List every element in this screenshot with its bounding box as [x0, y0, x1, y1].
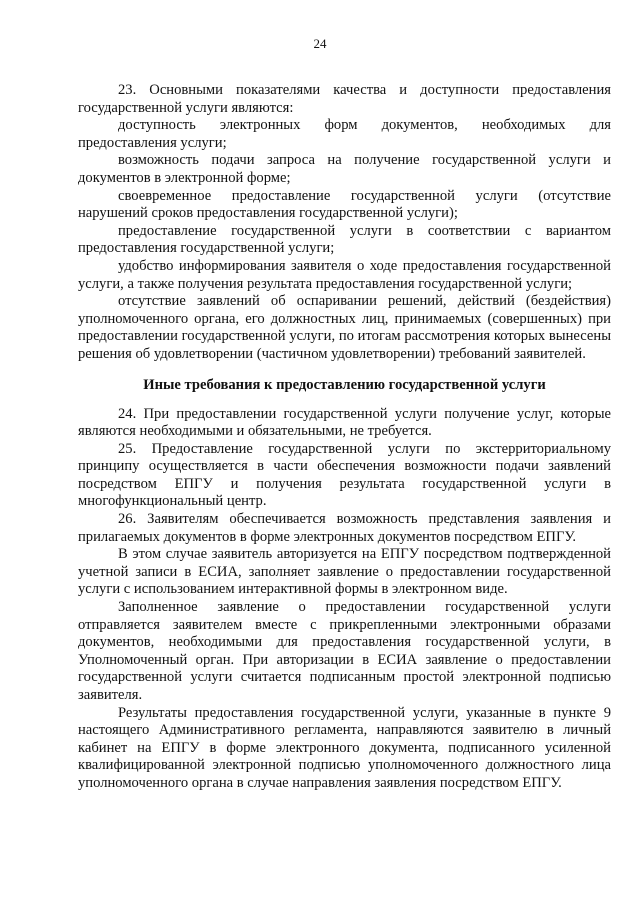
paragraph-26: 26. Заявителям обеспечивается возможность представления заявления и прилагаемых документов в форме электронных документов посредством ЕПГУ.: [78, 511, 611, 545]
list-item-electronic-forms: доступность электронных форм документов, необходимых для предоставления услуги;: [78, 117, 611, 151]
list-item-informing-convenience: удобство информирования заявителя о ходе предоставления государственной услуги, а также получения результата предоставления государственной услуги;: [78, 257, 611, 292]
list-item-no-appeals: отсутствие заявлений об оспаривании решений, действий (бездействия) уполномоченного органа, его должностных лиц, принимаемых (совершенных) при предоставлении государственной услуги, по итогам рассмотрения которых вынесены решения об удовлетворении (частичном удовлетворении) требований заявителей.: [78, 293, 611, 362]
list-item-variant-compliance: предоставление государственной услуги в соответствии с вариантом предоставления государственной услуги;: [78, 222, 611, 257]
paragraph-authorization: В этом случае заявитель авторизуется на ЕПГУ посредством подтвержденной учетной записи в ЕСИА, заполняет заявление о предоставлении государственной услуги с использованием интерактивной формы в электронном виде.: [78, 546, 611, 598]
paragraph-23: 23. Основными показателями качества и доступности предоставления государственной услуги являются:: [78, 82, 611, 116]
paragraph-submitted-application: Заполненное заявление о предоставлении государственной услуги отправляется заявителем вместе с прикрепленными электронными образами документов, необходимыми для предоставления государственной услуги, в Уполномоченный орган. При авторизации в ЕСИА заявление о предоставлении государственной услуги считается подписанным простой электронной подписью заявителя.: [78, 599, 611, 703]
paragraph-24: 24. При предоставлении государственной услуги получение услуг, которые являются необходимыми и обязательными, не требуется.: [78, 405, 611, 440]
section-heading: Иные требования к предоставлению государственной услуги: [143, 376, 546, 393]
page-number: 24: [313, 36, 327, 51]
paragraph-25: 25. Предоставление государственной услуги по экстерриториальному принципу осуществляется в части обеспечения возможности подачи заявлений посредством ЕПГУ и получения результата государственной услуги в многофункциональный центр.: [78, 440, 611, 510]
document-body: [78, 82, 611, 793]
paragraph-results-delivery: Результаты предоставления государственной услуги, указанные в пункте 9 настоящего Административного регламента, направляются заявителю в личный кабинет на ЕПГУ в форме электронного документа, подписанного усиленной квалифицированной электронной подписью уполномоченного должностного лица уполномоченного органа в случае направления заявления посредством ЕПГУ.: [78, 704, 611, 791]
list-item-electronic-submission: возможность подачи запроса на получение государственной услуги и документов в электронной форме;: [78, 152, 611, 186]
list-item-timely-provision: своевременное предоставление государственной услуги (отсутствие нарушений сроков предоставления государственной услуги);: [78, 187, 611, 222]
